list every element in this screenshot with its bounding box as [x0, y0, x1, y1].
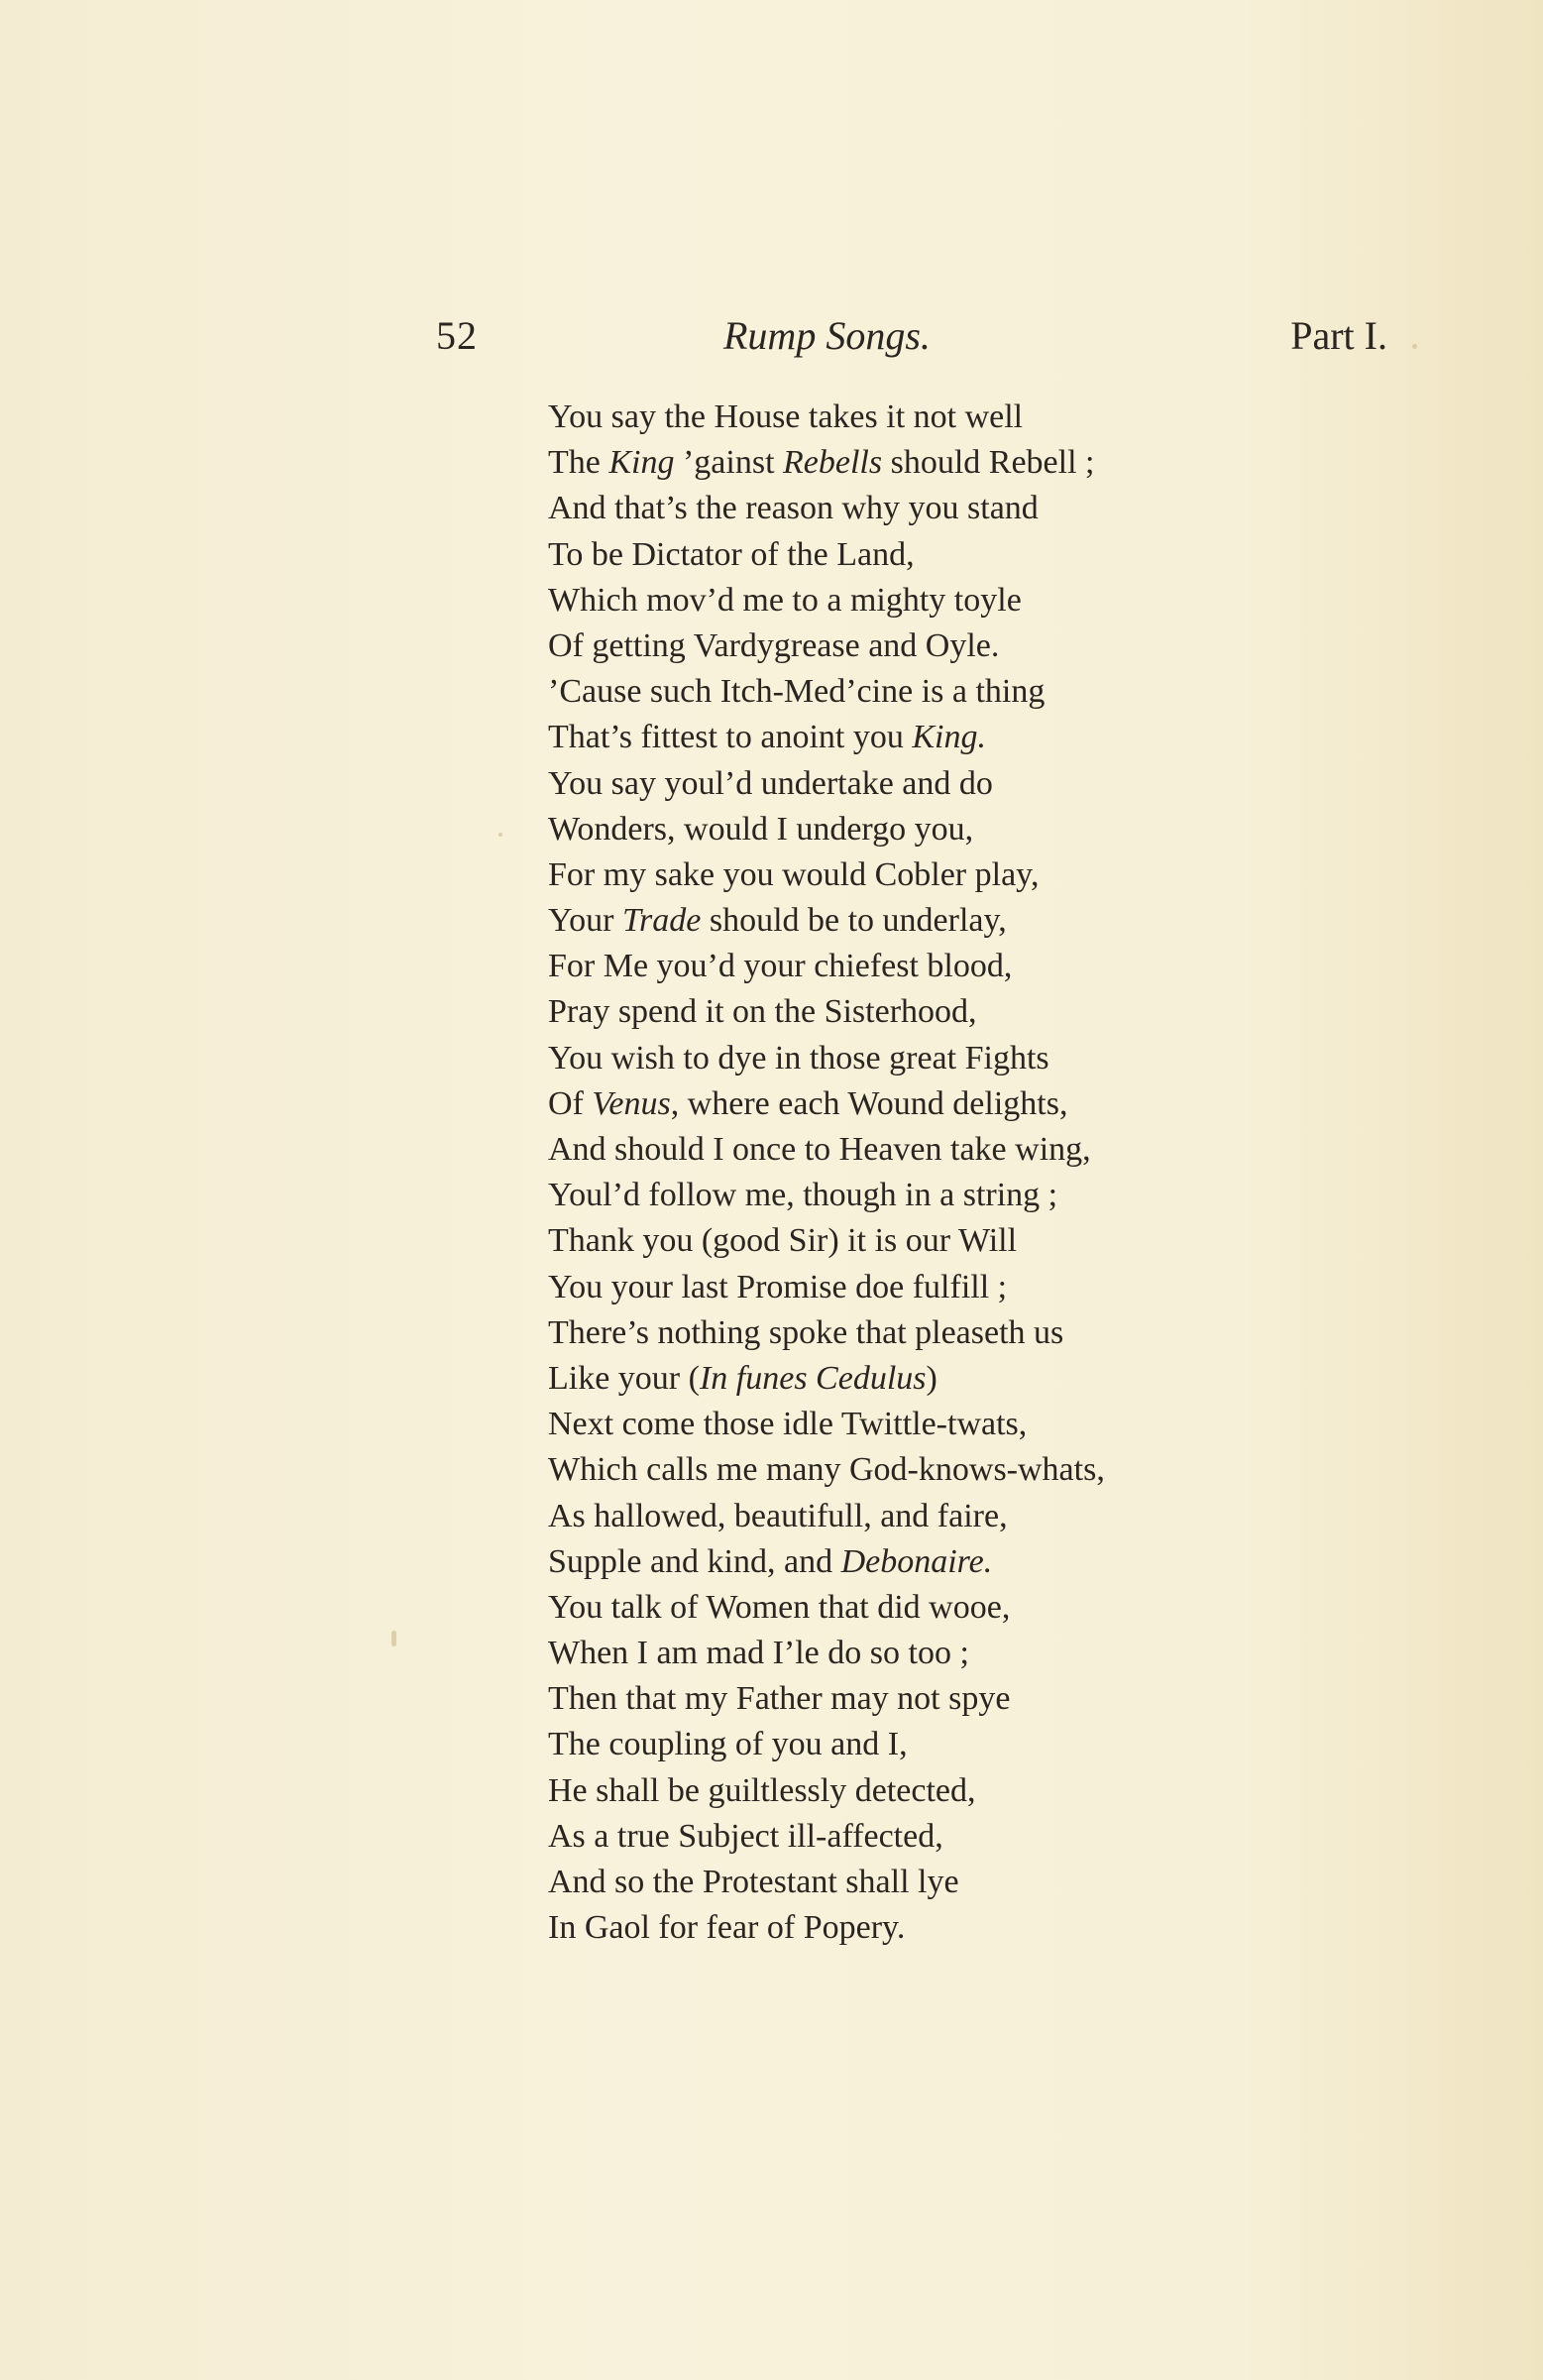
line-text: ) [926, 1359, 937, 1397]
poem-line [548, 1905, 1301, 1951]
line-text: When I am mad I’le do so too ; [548, 1635, 969, 1672]
poem-line [548, 1722, 1301, 1767]
line-text: And that’s the reason why you stand [548, 490, 1039, 527]
poem-line [548, 807, 1301, 852]
paper-speck [1412, 344, 1417, 349]
line-text: Like your ( [548, 1359, 700, 1397]
line-text: The [548, 444, 609, 482]
page-header [436, 312, 1387, 372]
page-number: 52 [436, 313, 478, 358]
poem-line [548, 578, 1301, 623]
poem-line [548, 1173, 1301, 1218]
poem-line [548, 1447, 1301, 1493]
poem-line [548, 761, 1301, 807]
italic-word: Debonaire. [840, 1542, 993, 1580]
line-text: Next come those idle Twittle-twats, [548, 1406, 1028, 1443]
italic-word: Venus [592, 1084, 671, 1122]
line-text: There’s nothing spoke that pleaseth us [548, 1313, 1064, 1351]
italic-word: Trade [621, 902, 702, 940]
poem-line [548, 1265, 1301, 1310]
line-text: You say the House takes it not well [548, 398, 1024, 435]
line-text: For Me you’d your chiefest blood, [548, 948, 1013, 985]
poem-line [548, 1494, 1301, 1539]
line-text: The coupling of you and I, [548, 1726, 908, 1763]
poem-line [548, 532, 1301, 578]
poem-line [548, 1860, 1301, 1905]
line-text: And should I once to Heaven take wing, [548, 1131, 1091, 1168]
line-text: Pray spend it on the Sisterhood, [548, 993, 977, 1031]
line-text: For my sake you would Cobler play, [548, 855, 1040, 893]
poem-line [548, 1218, 1301, 1264]
line-text: And so the Protestant shall lye [548, 1864, 959, 1900]
line-text: Wonders, would I undergo you, [548, 810, 974, 848]
poem-line [548, 395, 1301, 440]
part-label: Part I. [1290, 313, 1387, 358]
line-text: You your last Promise doe fulfill ; [548, 1268, 1008, 1305]
poem-line [548, 898, 1301, 944]
italic-word: In funes Cedulus [699, 1359, 927, 1397]
line-text: Then that my Father may not spye [548, 1680, 1011, 1718]
line-text: Of [548, 1084, 593, 1122]
line-text: He shall be guiltlessly detected, [548, 1771, 976, 1809]
poem-line [548, 989, 1301, 1035]
paper-speck [498, 833, 502, 837]
poem-line [548, 440, 1301, 486]
line-text: should Rebell ; [882, 444, 1095, 482]
running-title: Rump Songs. [723, 313, 931, 358]
line-text: You wish to dye in those great Fights [548, 1039, 1049, 1077]
line-text: That’s fittest to anoint you [548, 719, 913, 756]
poem-line [548, 944, 1301, 989]
poem-line [548, 1402, 1301, 1447]
poem-line [548, 1036, 1301, 1081]
line-text: ’gainst [674, 444, 784, 482]
poem-line [548, 486, 1301, 531]
line-text: Which mov’d me to a mighty toyle [548, 581, 1022, 619]
line-text: , where each Wound delights, [670, 1084, 1068, 1122]
poem-line [548, 715, 1301, 760]
poem-line [548, 1631, 1301, 1676]
line-text: You say youl’d undertake and do [548, 764, 993, 802]
italic-word: King. [912, 719, 986, 756]
line-text: Youl’d follow me, though in a string ; [548, 1177, 1058, 1214]
poem-line [548, 1356, 1301, 1402]
line-text: Supple and kind, and [548, 1542, 841, 1580]
line-text: To be Dictator of the Land, [548, 535, 915, 573]
italic-word: Rebells [783, 444, 883, 482]
line-text: should be to underlay, [701, 902, 1007, 940]
poem-line [548, 1539, 1301, 1585]
poem-line [548, 623, 1301, 669]
poem-line [548, 852, 1301, 898]
poem-line [548, 1310, 1301, 1356]
poem-line [548, 1127, 1301, 1173]
italic-word: King [608, 444, 675, 482]
poem-line [548, 1676, 1301, 1722]
line-text: Thank you (good Sir) it is our Will [548, 1222, 1018, 1260]
line-text: Of getting Vardygrease and Oyle. [548, 626, 1000, 664]
poem-line [548, 1768, 1301, 1814]
line-text: ’Cause such Itch-Med’cine is a thing [548, 673, 1046, 711]
poem-line [548, 1081, 1301, 1127]
line-text: In Gaol for fear of Popery. [548, 1909, 906, 1947]
line-text: You talk of Women that did wooe, [548, 1588, 1011, 1626]
line-text: As a true Subject ill-affected, [548, 1817, 943, 1855]
poem-line [548, 669, 1301, 715]
line-text: Your [548, 902, 622, 940]
poem-line [548, 1814, 1301, 1860]
poem-body [548, 395, 1301, 1951]
line-text: As hallowed, beautifull, and faire, [548, 1497, 1008, 1534]
line-text: Which calls me many God-knows-whats, [548, 1451, 1105, 1489]
poem-line [548, 1585, 1301, 1631]
paper-speck [391, 1631, 396, 1646]
